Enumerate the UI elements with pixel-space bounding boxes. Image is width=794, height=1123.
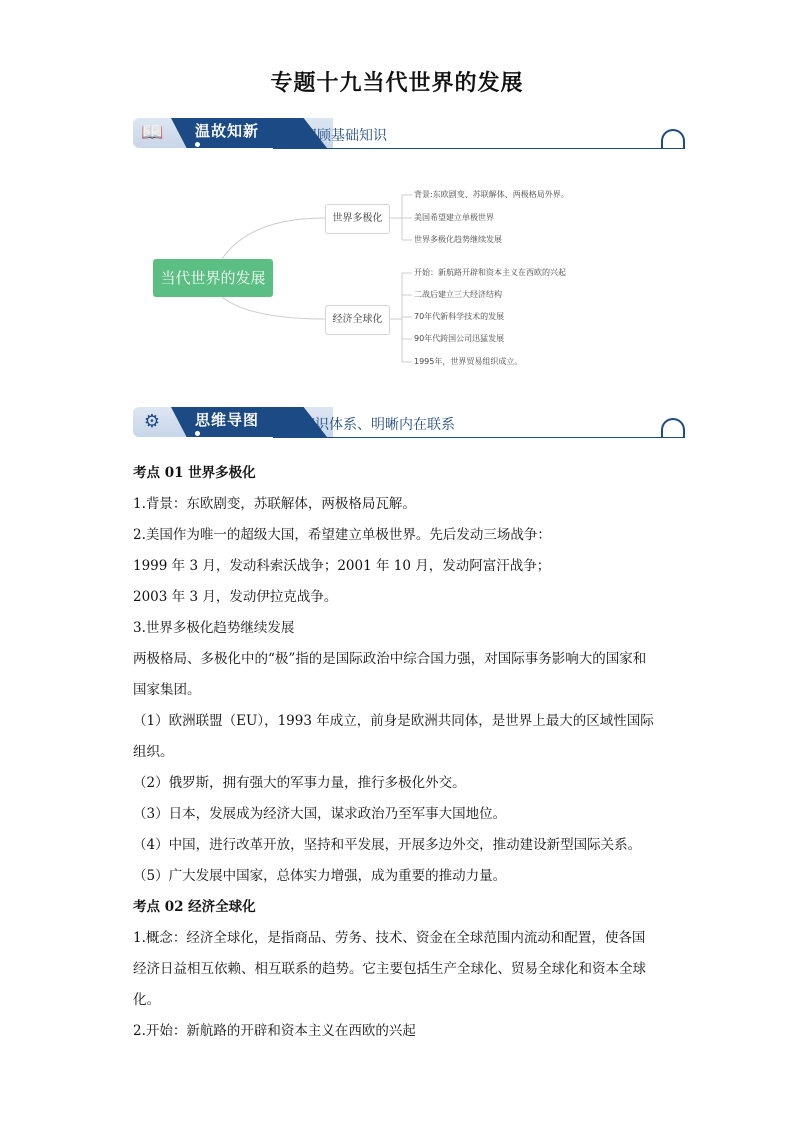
banner-subtitle: 快速回顾基础知识: [275, 128, 387, 144]
mind-map-leaf: 二战后建立三大经济结构: [414, 290, 502, 299]
section-banner-mindmap: [133, 404, 685, 444]
paragraph: 两极格局、多极化中的“极”指的是国际政治中综合国力强，对国际事务影响大的国家和: [133, 651, 647, 667]
section-heading: 考点 02 经济全球化: [133, 899, 256, 915]
puzzle-icon: ⚙: [143, 411, 161, 432]
section-banner-review: [133, 115, 685, 155]
mind-map-leaf: 世界多极化趋势继续发展: [414, 235, 502, 244]
paragraph: （5）广大发展中国家，总体实力增强，成为重要的推动力量。: [133, 868, 507, 884]
mind-map-leaf: 开始：新航路开辟和资本主义在西欧的兴起: [414, 268, 566, 277]
book-icon: 📖: [141, 122, 164, 143]
banner-dot: [195, 431, 200, 436]
banner-label: 温故知新: [195, 122, 260, 140]
paragraph: （3）日本，发展成为经济大国，谋求政治乃至军事大国地位。: [133, 806, 507, 822]
mind-map-leaf: 90年代跨国公司迅猛发展: [414, 334, 505, 343]
mind-map-leaf: 背景:东欧剧变、苏联解体、两极格局外界。: [414, 190, 569, 199]
mind-map-leaf: 70年代新科学技术的发展: [414, 312, 505, 321]
paragraph: 2.美国作为唯一的超级大国，希望建立单极世界。先后发动三场战争：: [133, 527, 551, 543]
banner-rule: [273, 148, 685, 149]
banner-arc: [661, 418, 685, 438]
mind-map-branch: 经济全球化: [325, 305, 390, 335]
paragraph: （4）中国，进行改革开放，坚持和平发展，开展多边外交，推动建设新型国际关系。: [133, 837, 642, 853]
mind-map-leaf: 美国希望建立单极世界: [414, 213, 494, 222]
paragraph: 国家集团。: [133, 682, 201, 698]
banner-subtitle: 构建知识体系、明晰内在联系: [273, 417, 455, 433]
paragraph: 2.开始：新航路的开辟和资本主义在西欧的兴起: [133, 1023, 416, 1039]
banner-label: 思维导图: [195, 411, 260, 429]
paragraph: （1）欧洲联盟（EU），1993 年成立，前身是欧洲共同体，是世界上最大的区域性国际: [133, 713, 654, 729]
paragraph: 1999 年 3 月，发动科索沃战争；2001 年 10 月，发动阿富汗战争；: [133, 558, 551, 574]
body-text: [133, 458, 673, 1047]
banner-arc: [661, 129, 685, 149]
mind-map-branch: 世界多极化: [325, 204, 390, 234]
paragraph: 化。: [133, 992, 160, 1008]
section-heading: 考点 01 世界多极化: [133, 465, 256, 481]
page-title: 专题十九当代世界的发展: [270, 71, 524, 96]
paragraph: 经济日益相互依赖、相互联系的趋势。它主要包括生产全球化、贸易全球化和资本全球: [133, 961, 646, 977]
paragraph: 1.背景：东欧剧变，苏联解体，两极格局瓦解。: [133, 496, 416, 512]
paragraph: 3.世界多极化趋势继续发展: [133, 620, 295, 636]
mind-map: [150, 185, 590, 380]
paragraph: 1.概念：经济全球化，是指商品、劳务、技术、资金在全球范围内流动和配置，使各国: [133, 930, 646, 946]
paragraph: 2003 年 3 月，发动伊拉克战争。: [133, 589, 338, 605]
mind-map-root: 当代世界的发展: [153, 259, 273, 297]
paragraph: （2）俄罗斯，拥有强大的军事力量，推行多极化外交。: [133, 775, 466, 791]
banner-dot: [195, 142, 200, 147]
paragraph: 组织。: [133, 744, 174, 760]
banner-rule: [273, 437, 685, 438]
mind-map-leaf: 1995年，世界贸易组织成立。: [414, 357, 523, 366]
